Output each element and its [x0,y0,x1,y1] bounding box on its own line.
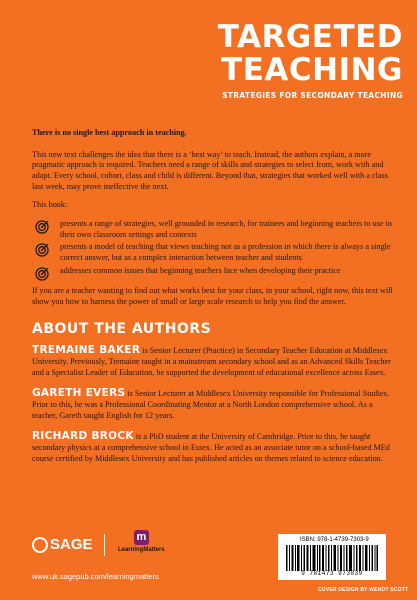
sage-circle-icon [32,537,48,553]
imprint-name: LearningMatters [118,547,165,553]
title-line-1: TARGETED [217,19,403,55]
target-icon [35,267,49,281]
author-description: is Senior Lecturer at Middlesex University responsible for Professional Studies. Prior to this, he was a Professional Coordinating Mentor at a North London comprehensive school. As a teacher, Gareth taught English for 12 years. [32,388,389,420]
cover-design-credit: COVER DESIGN BY WENDY SCOTT [318,587,409,593]
cover-footer [0,520,417,600]
bullet-text: addresses common issues that beginning teachers face when developing their practice [60,265,341,275]
book-title [217,19,403,88]
list-item [32,266,394,277]
bullet-list [32,219,394,276]
list-item [32,242,394,263]
title-block [217,19,403,100]
author-bio [32,387,394,422]
author-description: is Senior Lecturer (Practice) in Secondary Teacher Education at Middlesex University. Previously, Tremaine taught in a mainstream secondary school and as an Advanced Skills Teacher and a Specialist Leader of Education, he supported the development of educational excellence across Essex. [32,345,391,378]
lead-line: There is no single best approach in teaching. [32,128,187,137]
blurb-paragraph-1: This new text challenges the idea that there is a ‘best way’ to teach. Instead, the authors explain, a more pragmatic approach is required. Teachers need a range of skills and strategies to select from, work with and adapt. Every school, cohort, class and child is different. Beyond that, strategies that worked well with a class last week, may prove ineffective the next. [32,149,388,191]
about-heading: ABOUT THE AUTHORS [32,320,212,337]
author-description: is a PhD student at the University of Cambridge. Prior to this, he taught secondary physics at a comprehensive school in Essex. He acted as an associate tutor on a school-based MEd course certified by Middlesex University and has published articles on themes related to science education. [32,431,390,463]
author-name: GARETH EVERS [32,386,126,399]
title-line-2: TEACHING [221,52,403,88]
barcode [278,534,386,580]
barcode-number: 9 781473 973039 [301,570,363,577]
list-item [32,219,394,240]
target-icon [35,220,49,234]
target-icon [35,243,49,257]
blurb-paragraph-2: If you are a teacher wanting to find out what works best for your class, in your school, right now, this text will show you how to harness the power of small or large scale research to help you find the answer. [32,286,393,306]
book-intro: This book: [32,200,68,210]
isbn-label: ISBN: 978-1-4739-7303-9 [300,537,369,543]
author-name: TREMAINE BAKER [32,343,141,356]
author-name: RICHARD BROCK [32,429,134,442]
book-subtitle: STRATEGIES FOR SECONDARY TEACHING [222,91,403,100]
publisher-name: SAGE [50,536,93,553]
learning-matters-logo [118,530,165,553]
bullet-text: presents a model of teaching that views teaching not as a profession in which there is always a single correct answer, but as a complex interaction between teacher and students [60,242,391,262]
author-bio [32,430,394,465]
author-bio [32,344,394,379]
sage-logo [32,536,93,553]
barcode-bars [286,545,378,571]
back-cover-text [32,128,394,473]
publisher-url[interactable]: www.uk.sagepub.com/learningmatters [32,572,159,581]
logo-divider [104,534,105,556]
bullet-text: presents a range of strategies, well grounded in research, for trainees and beginning teachers to use in their own classroom settings and contexts [60,218,392,239]
learning-matters-icon: m [134,530,149,545]
